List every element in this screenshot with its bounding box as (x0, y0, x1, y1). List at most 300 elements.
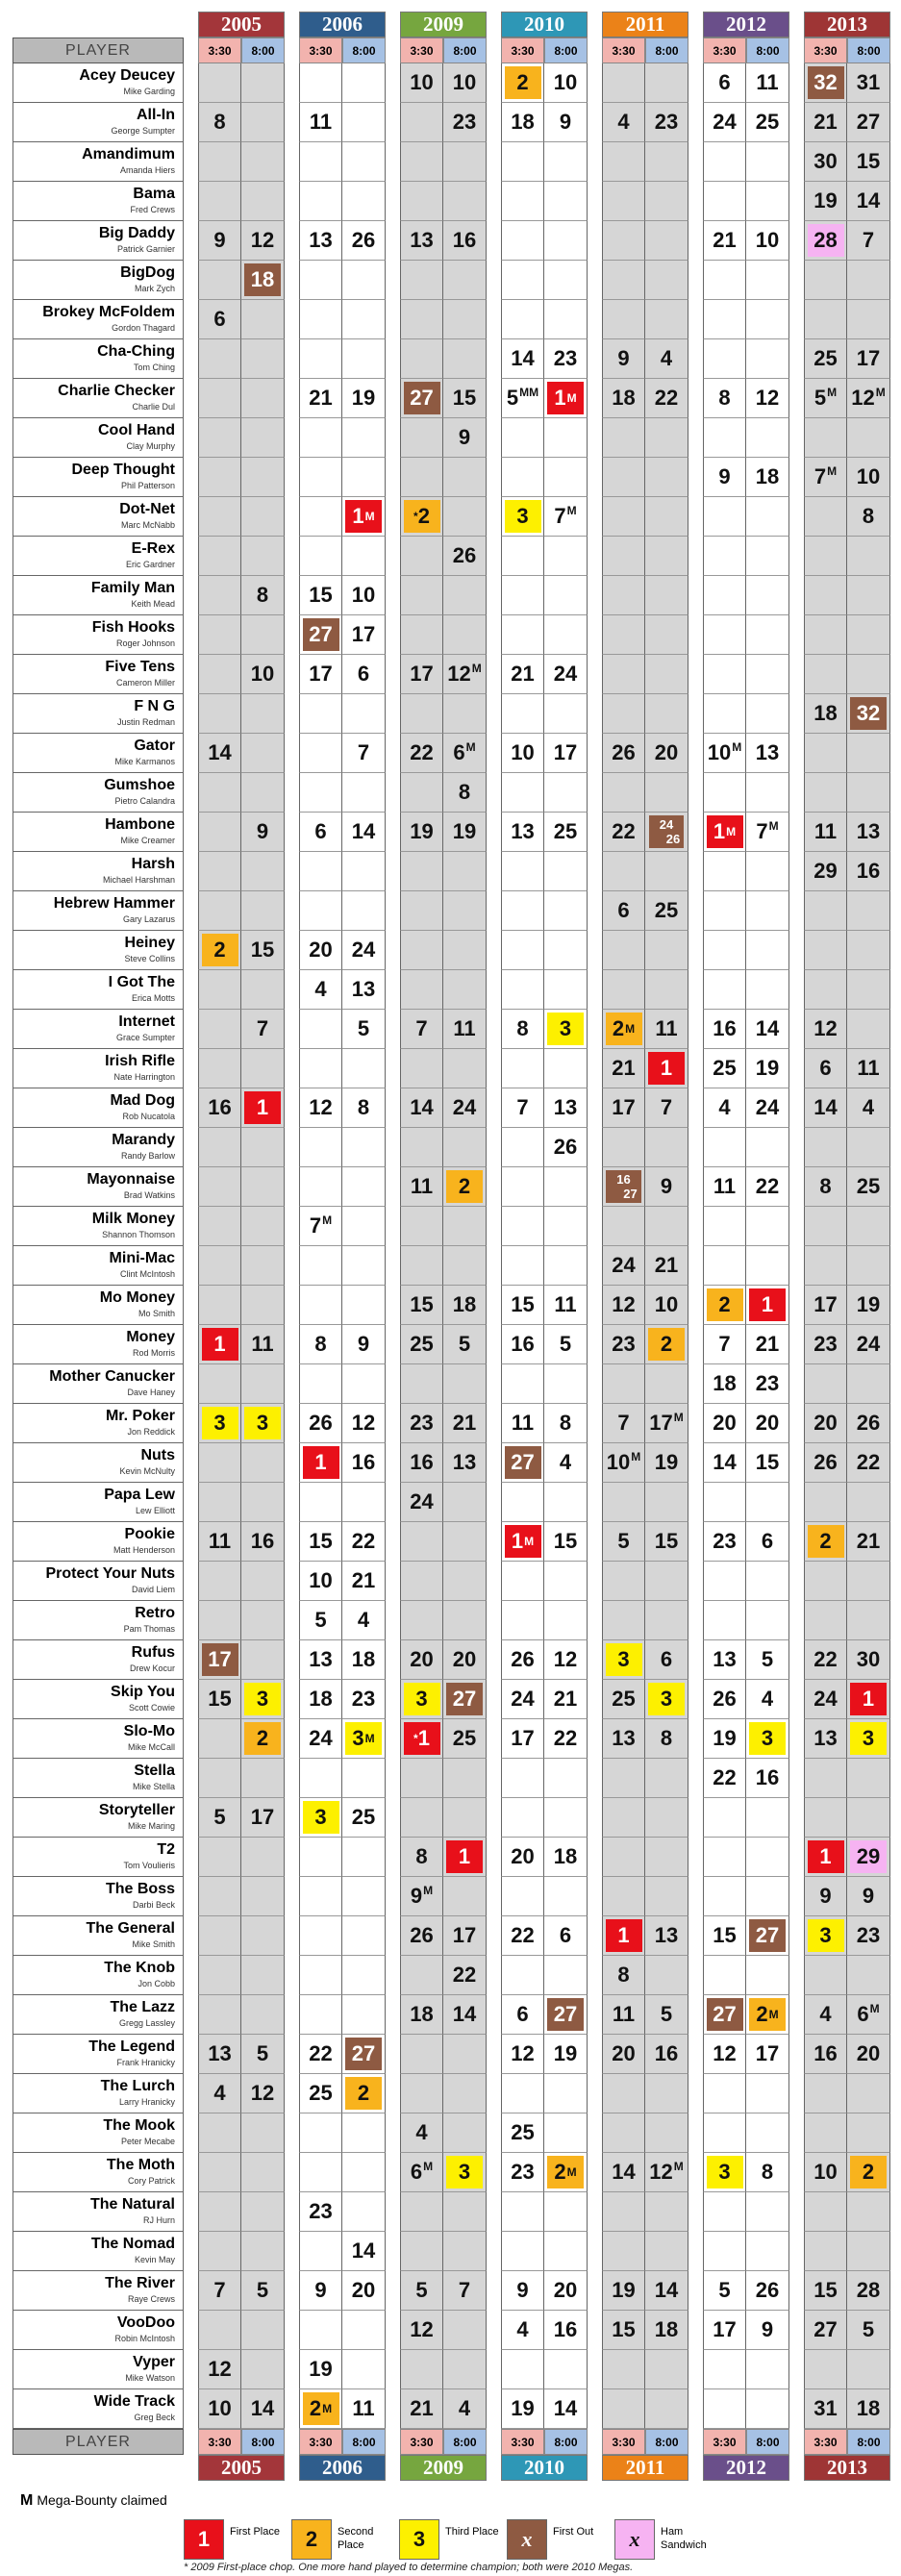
player-real-name: Scott Cowie (128, 1703, 175, 1713)
score-cell (443, 1877, 487, 1916)
score-cell (501, 931, 544, 970)
score-cell (703, 1798, 746, 1838)
gap-cell (487, 1483, 501, 1522)
gap-cell (688, 182, 703, 221)
score-cell (602, 2113, 645, 2153)
score-cell (501, 2271, 544, 2311)
player-nickname: Mother Canucker (49, 1368, 175, 1386)
score-number (613, 2002, 635, 2026)
score-number (857, 1332, 880, 1356)
score-cell (501, 1798, 544, 1838)
score-digits: 21 (410, 2396, 434, 2420)
gap-cell (487, 2389, 501, 2429)
score-cell (602, 1286, 645, 1325)
score-cell (400, 2271, 443, 2311)
score-digits: 16 (250, 1529, 275, 1553)
player-name-cell (13, 615, 184, 655)
gap-cell (688, 2455, 703, 2481)
score-cell (241, 1640, 285, 1680)
score-cell (804, 2192, 847, 2232)
score-number (612, 819, 635, 843)
score-digits: 3 (617, 1647, 630, 1671)
score-cell (746, 1246, 789, 1286)
player-nickname: Cool Hand (98, 422, 175, 439)
score-digits: 9 (761, 2317, 774, 2341)
score-cell (847, 1049, 890, 1088)
placement-badge (505, 1446, 541, 1479)
score-cell (241, 1522, 285, 1562)
score-cell (501, 221, 544, 261)
score-digits: 10 (755, 228, 780, 252)
gap-cell (285, 2271, 299, 2311)
score-cell (804, 261, 847, 300)
score-digits: 24 (553, 662, 578, 686)
gap-cell (688, 1562, 703, 1601)
score-cell (443, 1088, 487, 1128)
score-cell (501, 852, 544, 891)
gap-cell (688, 1088, 703, 1128)
score-cell (847, 142, 890, 182)
score-digits: 14 (208, 740, 232, 764)
score-cell (703, 1404, 746, 1443)
score-digits: 7 (256, 1016, 269, 1040)
gap-cell (688, 1443, 703, 1483)
score-cell (703, 1995, 746, 2035)
table-row (13, 221, 890, 261)
gap-cell (789, 1719, 804, 1759)
score-cell (299, 182, 342, 221)
score-number (554, 1844, 577, 1868)
score-digits: 21 (713, 228, 737, 252)
score-cell (342, 2271, 386, 2311)
score-cell (645, 1798, 688, 1838)
score-number (453, 1647, 476, 1671)
gap-cell (386, 1128, 400, 1167)
player-real-name: Kevin McNulty (119, 1466, 175, 1477)
score-digits: 3 (819, 1923, 832, 1947)
player-real-name: Kevin May (134, 2255, 175, 2265)
score-cell (198, 1010, 241, 1049)
score-cell (602, 63, 645, 103)
placement-badge (404, 382, 440, 414)
score-digits: 19 (511, 2396, 535, 2420)
score-cell (501, 2311, 544, 2350)
gap-cell (386, 1798, 400, 1838)
score-cell (703, 1838, 746, 1877)
gap-cell (184, 103, 198, 142)
gap-cell (487, 1010, 501, 1049)
gap-cell (285, 63, 299, 103)
score-cell (645, 1088, 688, 1128)
table-row (13, 458, 890, 497)
table-row (13, 970, 890, 1010)
score-digits: 11 (410, 1174, 434, 1198)
gap-cell (487, 773, 501, 813)
score-cell (501, 2350, 544, 2389)
year-header-2013: 2013 (804, 2455, 890, 2481)
score-cell (342, 1010, 386, 1049)
player-name-cell (13, 1128, 184, 1167)
score-cell (645, 339, 688, 379)
score-cell (602, 1680, 645, 1719)
gap-cell (184, 576, 198, 615)
player-nickname: Dot-Net (119, 501, 175, 518)
score-number (511, 2396, 534, 2420)
score-cell (198, 1325, 241, 1364)
score-cell (443, 1443, 487, 1483)
gap-cell (487, 2074, 501, 2113)
score-cell (847, 1877, 890, 1916)
score-cell (342, 2192, 386, 2232)
table-row (13, 103, 890, 142)
gap-cell (386, 379, 400, 418)
score-number (857, 1174, 880, 1198)
score-digits: 14 (553, 2396, 578, 2420)
player-real-name: David Liem (131, 1585, 175, 1595)
gap-cell (789, 1128, 804, 1167)
gap-cell (588, 576, 602, 615)
score-cell (602, 300, 645, 339)
score-cell (703, 339, 746, 379)
score-digits: 7 (516, 1095, 529, 1119)
score-digits: 2 (718, 1292, 731, 1316)
gap-cell (184, 1877, 198, 1916)
score-digits: 6 (761, 1529, 774, 1553)
player-name-cell (13, 1995, 184, 2035)
score-number (661, 1095, 672, 1119)
score-cell (241, 2153, 285, 2192)
gap-cell (386, 2074, 400, 2113)
score-cell (602, 694, 645, 734)
score-cell (645, 615, 688, 655)
score-cell (241, 1443, 285, 1483)
score-digits: 25 (612, 1687, 636, 1711)
score-cell (645, 2074, 688, 2113)
gap-cell (688, 2074, 703, 2113)
score-cell (602, 970, 645, 1010)
player-name-cell (13, 694, 184, 734)
score-number (813, 1016, 837, 1040)
score-cell (703, 2389, 746, 2429)
gap-cell (487, 379, 501, 418)
score-digits: 20 (856, 2041, 881, 2065)
score-cell (703, 694, 746, 734)
score-number (309, 1529, 332, 1553)
score-digits: 7 (862, 228, 875, 252)
score-digits: 13 (612, 1726, 636, 1750)
gap-cell (487, 2271, 501, 2311)
player-real-name: Mike McCall (127, 1742, 175, 1753)
placement-badge (850, 1683, 887, 1715)
score-cell (198, 379, 241, 418)
placement-badge (505, 66, 541, 99)
score-number (309, 2357, 332, 2381)
score-cell (342, 2350, 386, 2389)
score-digits: 9 (718, 464, 731, 488)
score-cell (645, 1877, 688, 1916)
score-number (554, 1687, 577, 1711)
score-cell (241, 1916, 285, 1956)
score-digits: 7 (718, 1332, 731, 1356)
score-cell (544, 63, 588, 103)
score-digits: 9 (559, 110, 572, 134)
score-digits: 14 (612, 2160, 636, 2184)
score-digits: 23 (654, 110, 679, 134)
score-digits: 12 (208, 2357, 232, 2381)
score-cell (645, 734, 688, 773)
gap-cell (184, 1956, 198, 1995)
score-number (661, 346, 672, 370)
gap-cell (487, 2232, 501, 2271)
score-number (607, 1450, 640, 1474)
score-cell (544, 1364, 588, 1404)
score-cell (544, 2232, 588, 2271)
score-cell (198, 970, 241, 1010)
score-cell (847, 2350, 890, 2389)
gap-cell (184, 1680, 198, 1719)
score-digits: 28 (813, 228, 838, 252)
gap-cell (487, 1088, 501, 1128)
score-cell (443, 1010, 487, 1049)
score-cell (804, 1483, 847, 1522)
score-cell (645, 63, 688, 103)
score-number (661, 2002, 672, 2026)
score-cell (299, 1246, 342, 1286)
gap-cell (184, 1364, 198, 1404)
score-cell (342, 773, 386, 813)
score-cell (501, 1956, 544, 1995)
score-cell (544, 2311, 588, 2350)
player-name-cell (13, 497, 184, 537)
player-name-cell (13, 379, 184, 418)
gap-cell (386, 1443, 400, 1483)
score-cell (342, 576, 386, 615)
score-cell (299, 2035, 342, 2074)
split-score-second: 27 (623, 1186, 638, 1201)
gap-cell (285, 1443, 299, 1483)
score-cell (299, 1877, 342, 1916)
score-digits: 6 (857, 2002, 869, 2026)
gap-cell (688, 12, 703, 38)
score-number (756, 70, 778, 94)
mega-bounty-mark: M (524, 1535, 535, 1548)
gap-cell (789, 2192, 804, 2232)
gap-cell (789, 2455, 804, 2481)
player-nickname: The General (86, 1920, 175, 1938)
year-header-2006: 2006 (299, 12, 386, 38)
score-cell (198, 615, 241, 655)
table-row (13, 142, 890, 182)
gap-cell (789, 1995, 804, 2035)
table-row (13, 1128, 890, 1167)
score-number (516, 2002, 528, 2026)
gap-cell (588, 615, 602, 655)
mega-bounty-mark: M (631, 1450, 641, 1463)
score-cell (501, 458, 544, 497)
score-digits: 4 (617, 110, 630, 134)
gap-cell (789, 1601, 804, 1640)
score-digits: 6 (559, 1923, 572, 1947)
score-cell (342, 2153, 386, 2192)
score-cell (703, 1325, 746, 1364)
placement-badge (547, 1998, 584, 2031)
table-row (13, 2113, 890, 2153)
score-digits: 18 (813, 701, 838, 725)
gap-cell (285, 221, 299, 261)
score-digits: 21 (351, 1568, 376, 1592)
score-cell (501, 1010, 544, 1049)
gap-cell (688, 2429, 703, 2455)
score-digits: 5 (761, 1647, 774, 1671)
score-cell (847, 1207, 890, 1246)
gap-cell (285, 12, 299, 38)
placement-badge (446, 2156, 483, 2188)
score-cell (544, 1246, 588, 1286)
score-cell (703, 1916, 746, 1956)
score-digits: 21 (553, 1687, 578, 1711)
score-cell (198, 1286, 241, 1325)
player-nickname: Cha-Ching (97, 343, 175, 361)
score-cell (443, 221, 487, 261)
time-early-2011: 3:30 (602, 38, 645, 63)
score-cell (241, 1010, 285, 1049)
score-cell (645, 1916, 688, 1956)
score-cell (847, 63, 890, 103)
player-nickname: Mayonnaise (87, 1171, 175, 1188)
score-cell (804, 1010, 847, 1049)
score-cell (847, 891, 890, 931)
gap-cell (487, 300, 501, 339)
score-cell (299, 458, 342, 497)
gap-cell (487, 1680, 501, 1719)
score-digits: 27 (813, 2317, 838, 2341)
score-cell (544, 2271, 588, 2311)
score-digits: 3 (559, 1016, 572, 1040)
score-cell (804, 1877, 847, 1916)
score-cell (342, 2035, 386, 2074)
score-number (309, 1647, 332, 1671)
player-real-name: Mark Zych (134, 284, 175, 294)
score-cell (241, 1680, 285, 1719)
gap-cell (184, 2232, 198, 2271)
score-digits: 10 (654, 1292, 679, 1316)
score-digits: 12 (511, 2041, 535, 2065)
score-digits: 27 (856, 110, 881, 134)
score-number (554, 1647, 577, 1671)
score-cell (703, 63, 746, 103)
score-cell (746, 773, 789, 813)
gap-cell (386, 142, 400, 182)
placement-badge (749, 1998, 786, 2031)
score-cell (501, 1088, 544, 1128)
score-cell (544, 773, 588, 813)
score-number (863, 228, 874, 252)
score-number (257, 2278, 268, 2302)
gap-cell (487, 497, 501, 537)
player-name-cell (13, 1522, 184, 1562)
score-digits: 24 (351, 938, 376, 962)
gap-cell (386, 1956, 400, 1995)
score-cell (241, 2389, 285, 2429)
gap-cell (285, 1601, 299, 1640)
score-digits: 10 (511, 740, 535, 764)
player-nickname: Nuts (140, 1447, 175, 1464)
placement-badge (749, 1288, 786, 1321)
score-cell (544, 300, 588, 339)
table-row (13, 1049, 890, 1088)
score-digits: 26 (410, 1923, 434, 1947)
score-cell (804, 1128, 847, 1167)
score-number (560, 1450, 571, 1474)
mega-bounty-mark: M (827, 464, 838, 478)
score-cell (804, 1286, 847, 1325)
gap-cell (184, 1443, 198, 1483)
gap-cell (386, 734, 400, 773)
gap-cell (487, 1798, 501, 1838)
gap-cell (285, 1207, 299, 1246)
table-row (13, 1759, 890, 1798)
score-cell (400, 1680, 443, 1719)
score-number (857, 110, 880, 134)
score-digits: 31 (813, 2396, 838, 2420)
score-cell (703, 1759, 746, 1798)
score-digits: 9 (213, 228, 226, 252)
score-number (857, 2041, 880, 2065)
score-number (813, 2317, 837, 2341)
gap-cell (688, 1680, 703, 1719)
gap-cell (688, 1404, 703, 1443)
score-digits: 14 (351, 2238, 376, 2263)
gap-cell (688, 2113, 703, 2153)
score-digits: 15 (452, 386, 477, 410)
score-cell (847, 2311, 890, 2350)
score-digits: 26 (351, 228, 376, 252)
score-number (756, 464, 779, 488)
score-number (251, 1332, 273, 1356)
gap-cell (789, 497, 804, 537)
score-digits: 2 (554, 2160, 566, 2184)
score-cell (342, 1601, 386, 1640)
gap-cell (184, 1995, 198, 2035)
score-digits: 3 (415, 1687, 428, 1711)
score-cell (241, 1798, 285, 1838)
gap-cell (285, 1640, 299, 1680)
score-cell (400, 1759, 443, 1798)
score-cell (746, 497, 789, 537)
score-number (459, 1332, 470, 1356)
score-cell (746, 813, 789, 852)
score-cell (645, 2035, 688, 2074)
score-cell (501, 655, 544, 694)
mega-bounty-mark: MM (519, 386, 539, 399)
gap-cell (588, 2035, 602, 2074)
score-number (257, 583, 268, 607)
score-number (251, 1805, 274, 1829)
score-digits: 4 (213, 2081, 226, 2105)
mega-text: Mega-Bounty claimed (37, 2492, 167, 2508)
gap-cell (285, 38, 299, 63)
score-cell (241, 931, 285, 970)
placement-badge (505, 500, 541, 533)
score-cell (645, 694, 688, 734)
table-row (13, 931, 890, 970)
score-cell (847, 2192, 890, 2232)
score-digits: 20 (612, 2041, 636, 2065)
score-cell (501, 142, 544, 182)
legend-label: Third Place (445, 2526, 499, 2538)
score-number (251, 938, 274, 962)
gap-cell (487, 1128, 501, 1167)
